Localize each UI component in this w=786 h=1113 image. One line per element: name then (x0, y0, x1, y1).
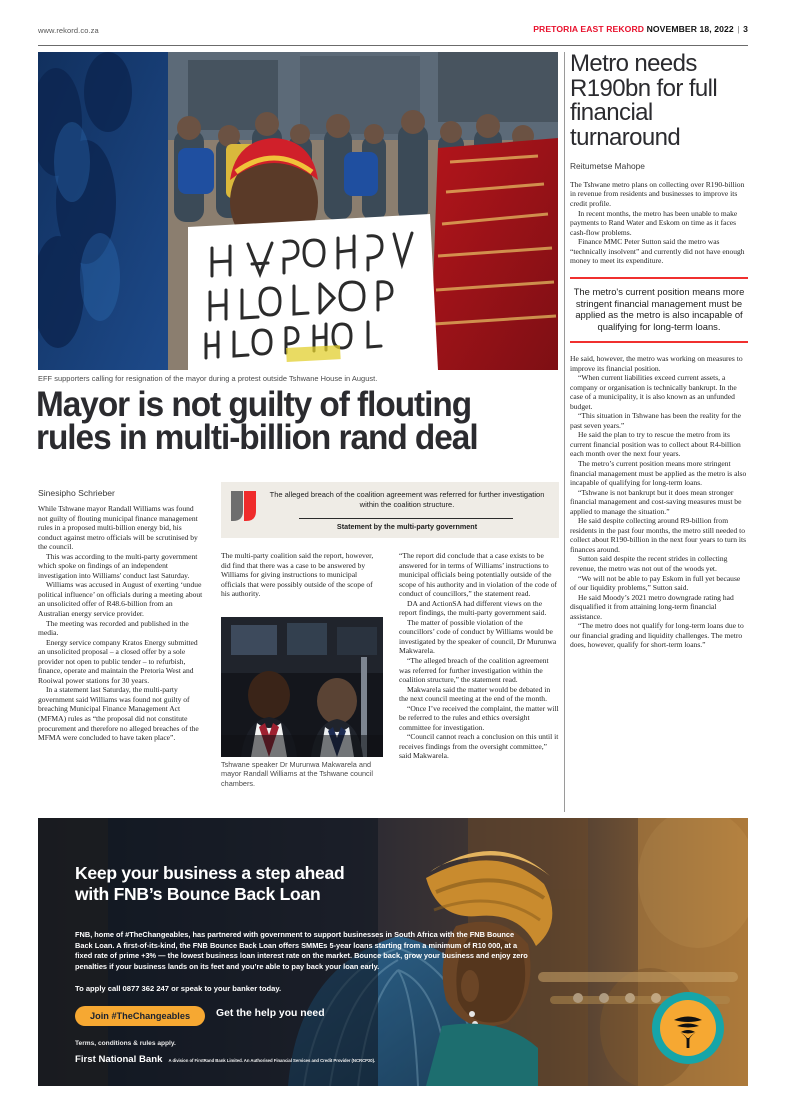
pull-quote-text: The alleged breach of the coalition agreement was referred for further investigation within the coalition structure. (269, 490, 545, 509)
advertisement-fnb[interactable] (38, 818, 748, 1086)
advert-help-text: Get the help you need (216, 1008, 325, 1019)
quote-mark-icon (231, 491, 257, 521)
paragraph: “We will not be able to pay Eskom in full yet because of our liquidity problems,” Sutton said. (570, 573, 741, 593)
masthead (38, 24, 748, 46)
bank-name: First National Bank (75, 1054, 163, 1065)
paragraph: “When current liabilities exceed current assets, a company or organisation is technically bankrupt. In the case of a municipality, it is also known as an unfunded budget. (570, 373, 737, 411)
lead-body-column-2 (221, 551, 383, 599)
fnb-logo-inner (660, 1000, 716, 1056)
advert-headline-line-1: Keep your business a step ahead (75, 863, 345, 883)
advert-terms: Terms, conditions & rules apply. (75, 1040, 176, 1047)
pull-quote-box (221, 482, 559, 538)
advert-cta-text: To apply call 0877 362 247 or speak to your banker today. (75, 984, 282, 993)
paragraph: “Once I’ve received the complaint, the matter will be referred to the rules and ethics oversight committee for investigation. (399, 703, 559, 732)
pull-quote-rule-bottom (570, 341, 748, 343)
site-url[interactable]: www.rekord.co.za (38, 26, 99, 35)
pull-quote-divider (299, 518, 513, 519)
lead-photo (38, 52, 558, 370)
side-pull-quote (570, 277, 748, 343)
join-changeables-button[interactable]: Join #TheChangeables (75, 1006, 205, 1026)
advert-headline (75, 863, 505, 906)
paragraph: In a statement last Saturday, the multi-party government said Williams was found not guilty of breaching Municipal Finance Management Act (MFMA) rules as “the proposal did not constitute procurement and therefore no alleged breaches of the MFMA were concluded to have taken place”. (38, 685, 199, 743)
side-story-body-bottom (570, 354, 748, 650)
pull-quote-attribution: Statement by the multi-party government (336, 522, 478, 531)
paragraph: Energy service company Kratos Energy submitted an unsolicited proposal – a closed offer by a sole provider not open to public tender – to refurbish, finance, operate and maintain the Pretoria West and Rooiwal power stations for 30 years. (38, 637, 198, 685)
paragraph: “The alleged breach of the coalition agreement was referred for further investigation within the coalition structure,” the statement read. (399, 656, 549, 685)
column-divider (564, 52, 565, 812)
paragraph: He said despite collecting around R9-billion from residents in the past four months, the metro still needed to collect about R190-billion in the next four years to turn its finances around. (570, 516, 747, 554)
lead-photo-caption: EFF supporters calling for resignation of the mayor during a protest outside Tshwane House in August. (38, 374, 378, 383)
side-story-headline: Metro needs R190bn for full financial turnaround (570, 50, 718, 152)
paragraph: He said, however, the metro was working on measures to improve its financial position. (570, 353, 743, 373)
acacia-tree-icon (668, 1008, 708, 1048)
paragraph: DA and ActionSA had different views on the report findings, the multi-party government said. (399, 598, 547, 618)
page-number: 3 (743, 24, 748, 34)
paragraph: In recent months, the metro has been unable to make payments to Rand Water and Eskom on time as it faces cash-flow problems. (570, 208, 738, 237)
inline-photo-graphic (221, 617, 383, 757)
publication-name: PRETORIA EAST REKORD (533, 24, 645, 34)
masthead-divider (38, 45, 748, 46)
masthead-info (533, 24, 748, 34)
advert-legal (75, 1054, 375, 1065)
masthead-separator: | (737, 24, 740, 34)
paragraph: Makwarela said the matter would be debated in the next council meeting at the end of the month. (399, 684, 551, 704)
paragraph: The matter of possible violation of the councillors’ code of conduct by Williams would be investigated by the speaker of council, Dr Murunwa Makwarela. (399, 617, 557, 656)
headline-line-2: rules in multi-billion rand deal (36, 417, 478, 458)
inline-photo (221, 617, 383, 757)
issue-date: NOVEMBER 18, 2022 (646, 24, 734, 34)
paragraph: He said the plan to try to rescue the metro from its current financial position was to collect about R4-billion each month over the next four years. (570, 430, 741, 459)
paragraph: Sutton said despite the recent strides in collecting revenue, the metro was not out of the woods yet. (570, 554, 728, 573)
lead-photo-graphic (38, 52, 558, 370)
inline-photo-caption: Tshwane speaker Dr Murunwa Makwarela and mayor Randall Williams at the Tshwane council chambers. (221, 760, 373, 788)
side-story (570, 52, 748, 650)
lead-body-column-1 (38, 504, 205, 743)
lead-byline: Sinesipho Schrieber (38, 488, 115, 498)
advert-headline-line-2: with FNB’s Bounce Back Loan (75, 884, 321, 905)
fnb-logo (652, 992, 724, 1064)
paragraph: This was according to the multi-party government which spoke on findings of an independent investigation into Williams' conduct last Saturday. (38, 551, 198, 580)
paragraph: Finance MMC Peter Sutton said the metro was “technically insolvent” and currently did not have enough money to meet its expenditure. (570, 237, 745, 266)
paragraph: He said Moody’s 2021 metro downgrade rating had disqualified it from attaining long-term financial assistance. (570, 592, 734, 621)
advert-body: FNB, home of #TheChangeables, has partnered with government to support businesses in South Africa with the FNB Bounce Back Loan. A first-of-its-kind, the FNB Bounce Back Loan offers SMMEs 5-year loans starting from a minimum of R10 000, at a fixed rate of prime +3% — the lowest business loan interest rate on the market. Bounce back, grow your business and enjoy zero penalties if your business lands on its feet and you’re able to pay back your loan early. (75, 930, 528, 971)
side-story-body-top (570, 180, 748, 266)
paragraph: The Tshwane metro plans on collecting over R190-billion in revenue from residents and businesses to improve its credit profile. (570, 179, 745, 208)
paragraph: The metro’s current position means more stringent financial management must be applied as the metro is also incapable of qualifying for long-term loans. (570, 458, 747, 488)
headline-line-1: Mayor is not guilty of flouting (36, 384, 472, 424)
paragraph: “This situation in Tshwane has been the reality for the past seven years.” (570, 411, 742, 430)
side-pull-quote-text: The metro's current position means more stringent financial management must be applied as the metro is also incapable of qualifying for long-term loans. (573, 286, 745, 332)
side-story-byline: Reitumetse Mahope (570, 160, 645, 171)
page-title (36, 384, 532, 458)
paragraph: The multi-party coalition said the report, however, did find that there was a case to be answered by Williams for giving instructions to municipal officials that were possibly outside of the scope of his authority. (221, 551, 374, 599)
advert-fine-print: A division of FirstRand Bank Limited. An Authorised Financial Services and Credit Provider (NCRCP20). (168, 1058, 376, 1063)
paragraph: “The report did conclude that a case exists to be answered for in terms of Williams’ instructions to municipal officials being potentially outside of the scope of his authority and in violation of the code of conduct of councillors,” the statement read. (399, 551, 558, 599)
paragraph: While Tshwane mayor Randall Williams was found not guilty of flouting municipal finance management rules in a proposed multi-billion energy bid, his conduct against metro officials will be scrutinised by the council. (38, 504, 198, 552)
paragraph: “Council cannot reach a conclusion on this until it receives findings from the oversight committee,” said Makwarela. (399, 732, 559, 761)
paragraph: “Tshwane is not bankrupt but it does mean stronger financial management and cost-saving measures must be applied to manage the situation.” (570, 487, 742, 516)
lead-body-column-3 (399, 551, 559, 761)
paragraph: “The metro does not qualify for long-term loans due to our financial grading and liquidity challenges. The metro does, however, qualify for short-term loans.” (570, 621, 744, 650)
paragraph: The meeting was recorded and published in the media. (38, 618, 189, 638)
paragraph: Williams was accused in August of exerting ‘undue political influence’ on officials during a meeting about an unsolicited offer of R48.6-billion from an Australian energy service provider. (38, 580, 203, 619)
